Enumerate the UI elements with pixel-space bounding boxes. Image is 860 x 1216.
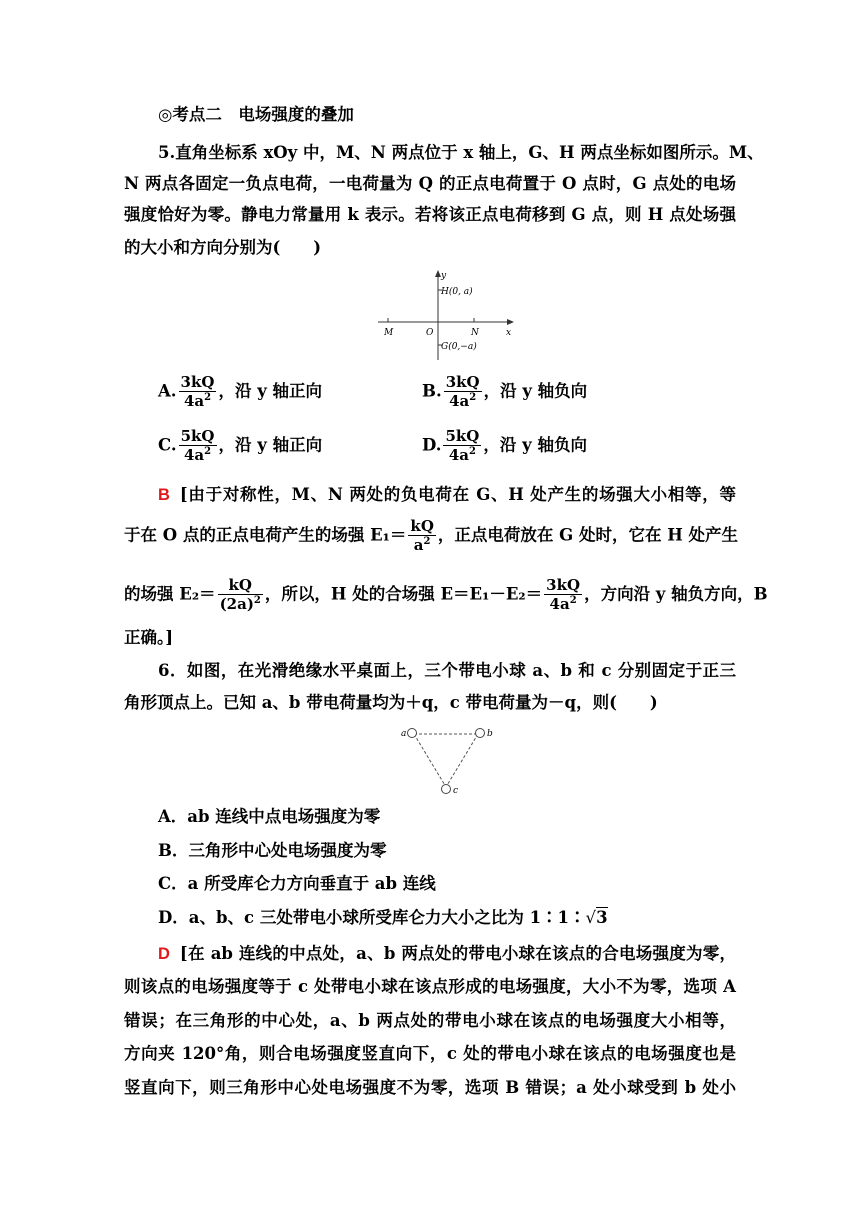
y-axis-label: y [441, 271, 447, 281]
label-c: c [453, 786, 459, 796]
option-d[interactable]: D．a、b、c 三处带电小球所受库仑力大小之比为 1∶1∶√3 [158, 908, 608, 927]
h-point-label: H(0, a) [441, 287, 473, 297]
label-b: b [487, 729, 493, 739]
option-c[interactable]: C．a 所受库仑力方向垂直于 ab 连线 [158, 874, 436, 893]
option-d[interactable]: D. $\frac{5kQ}{4a^2}$ ，沿 y 轴负向 [422, 427, 587, 464]
m-point-label: M [384, 328, 394, 338]
option-b[interactable]: B. $\frac{3kQ}{4a^2}$ ，沿 y 轴负向 [422, 373, 588, 410]
option-c[interactable]: C. $\frac{5kQ}{4a^2}$ ，沿 y 轴正向 [158, 427, 323, 464]
question-line: 6．如图，在光滑绝缘水平桌面上，三个带电小球 a、b 和 c 分别固定于正三 [158, 661, 736, 680]
triangle-figure [398, 724, 498, 796]
option-a[interactable]: A．ab 连线中点电场强度为零 [158, 807, 381, 826]
question-line: 的大小和方向分别为( ) [124, 238, 322, 257]
ball-a [408, 729, 417, 738]
answer-badge: D [158, 945, 170, 963]
sqrt-symbol: √ [585, 908, 597, 927]
ball-c [442, 785, 451, 794]
coordinate-figure [378, 268, 518, 360]
ball-b [476, 729, 485, 738]
question-line: 角形顶点上。已知 a、b 带电荷量均为＋q，c 带电荷量为－q，则( ) [124, 693, 658, 712]
question-line: 5.直角坐标系 xOy 中，M、N 两点位于 x 轴上，G、H 两点坐标如图所示。M、 [158, 143, 764, 162]
n-point-label: N [471, 328, 479, 338]
option-b[interactable]: B．三角形中心处电场强度为零 [158, 841, 387, 860]
section-title: ◎考点二 电场强度的叠加 [158, 105, 354, 124]
answer-badge: B [158, 486, 170, 504]
g-point-label: G(0,−a) [441, 342, 477, 352]
question-line: N 两点各固定一负点电荷，一电荷量为 Q 的正点电荷置于 O 点时，G 点处的电场 [124, 174, 736, 193]
option-a[interactable]: A. $\frac{3kQ}{4a^2}$ ，沿 y 轴正向 [158, 373, 323, 410]
question-line: 强度恰好为零。静电力常量用 k 表示。若将该正点电荷移到 G 点，则 H 点处场强 [124, 205, 736, 224]
label-a: a [401, 729, 407, 739]
x-axis-label: x [506, 328, 512, 338]
o-point-label: O [426, 328, 434, 338]
